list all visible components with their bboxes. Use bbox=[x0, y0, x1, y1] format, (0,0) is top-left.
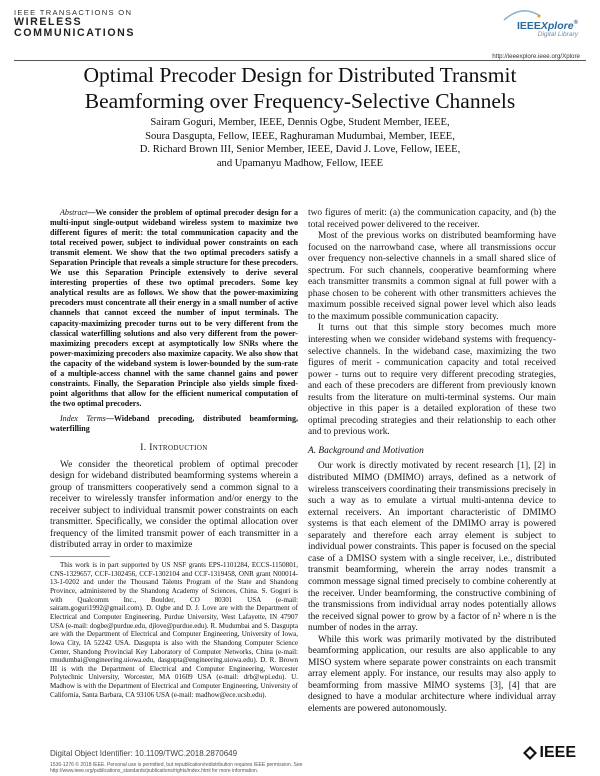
xplore-subtitle: Digital Library bbox=[537, 31, 578, 38]
index-terms-text: —Wideband precoding, distributed beamforming, waterfilling bbox=[50, 413, 299, 433]
author-line: Sairam Goguri, Member, IEEE, Dennis Ogbe, Student Member, IEEE, bbox=[150, 117, 450, 128]
copyright-note: 1536-1276 © 2018 IEEE. Personal use is permitted, but republication/redistribution requires IEEE permission. See http://www.ieee.org/publications_standards/publications/rights/index.html for more information. bbox=[50, 762, 303, 774]
left-column bbox=[50, 208, 298, 699]
xplore-logo[interactable]: IEEEXplore® Digital Library bbox=[516, 20, 578, 38]
footnote-rule bbox=[50, 556, 110, 557]
index-terms-lead: Index Terms bbox=[60, 413, 106, 423]
journal-header bbox=[14, 8, 214, 39]
intro-paragraph: We consider the theoretical problem of optimal precoder design for wideband distributed beamforming systems wherein a group of transmitters cooperatively send a common signal to a receiver to wirelessly transfer information and/or energy to the receiver subject to individual transmit power constraints on each transmitter. Specifically, we consider the optimal allocation over frequency of the limited transmit power of each transmitter in a distributed array in order to maximize bbox=[50, 459, 298, 551]
journal-top-line: IEEE TRANSACTIONS ON bbox=[14, 8, 133, 17]
body-paragraph: Our work is directly motivated by recent research [1], [2] in distributed MIMO (DMIMO) arrays, defined as a network of wireless transceivers coordinating their transmissions precisely in such a way as to emulate a virtual multi-antenna device to external receivers. An important characteristic of DMIMO systems is that each element of the DMIMO array is powered separately and therefore each array element is subject to individual power constraints. This paper is focused on the special case of a DMISO system with a single receiver, i.e., distributed transmit beamforming, wherein the array nodes transmit a common message signal timed precisely to combine coherently at the receiver. Under beamforming, the constructive combining of the transmissions from individual array nodes potentially allows the received signal power to grow by a factor of n² where n is the number of nodes in the array. bbox=[308, 461, 556, 634]
author-line: and Upamanyu Madhow, Fellow, IEEE bbox=[216, 157, 384, 169]
body-paragraph: Most of the previous works on distributed beamforming have focused on the narrowband case, where all transmissions occur over frequency non-selective channels in a small shared slice of spectrum. For such channels, cooperative beamforming where each transmitter transmits a common signal at full power with a phase chosen to be coherent with other transmitters achieves the maximum possible received signal power level which also leads to the maximum possible communication capacity. bbox=[308, 231, 556, 322]
author-list bbox=[40, 116, 560, 170]
section-heading-introduction: I. Introduction bbox=[140, 443, 208, 454]
author-line: D. Richard Brown III, Senior Member, IEEE, David J. Love, Fellow, IEEE, bbox=[139, 144, 461, 156]
ieee-diamond-icon bbox=[523, 746, 537, 760]
abstract-text: —We consider the problem of optimal precoder design for a multi-input single-output wideband wireless system to maximize two different figures of merit: the total communication capacity and the total received power, subject to individual power constraints on each transmit element. We show that the two optimal precoders satisfy a Separation Principle that reveals a simple structure for these precoders. We use this Separation Principle extensively to derive several interesting properties of these two optimal precoders. Some key analytical results are as follows. We show that the power-maximizing precoders must concentrate all their energy in a small number of active channels that cannot exceed the number of input terminals. The capacity-maximizing precoder turns out to be very different from the classical waterfilling solutions and also very different from the power-maximizing precoders except at asymptotically low SNRs where the power-maximizing precoders also maximize capacity. We also show that the capacity of the wideband system is lower-bounded by the sum-rate of a multiple-access channel with the same channel gains and power constraints. Finally, the Separation Principle also yields simple fixed-point algorithms that allow for the efficient numerical computation of the two optimal precoders. bbox=[50, 208, 298, 408]
body-paragraph: two figures of merit: (a) the communication capacity, and (b) the total received power delivered to the receiver. bbox=[308, 208, 556, 230]
doi-line[interactable]: Digital Object Identifier: 10.1109/TWC.2018.2870649 bbox=[50, 749, 238, 758]
journal-name-line2: COMMUNICATIONS bbox=[14, 27, 136, 39]
paper-title-line2: Beamforming over Frequency-Selective Channels bbox=[84, 89, 516, 113]
body-paragraph: While this work was primarily motivated by the distributed beamforming application, our results are also applicable to any MISO system where separate power constraints on each transmit array element apply. For instance, our results may also apply to beamforming from massive MIMO systems [3], [4] that are designed to have a modular architecture where individual array elements are powered autonomously. bbox=[308, 634, 556, 714]
author-footnote: This work is in part supported by US NSF grants EPS-1101284, ECCS-1150801, CNS-1329657, CCF-1302456, CCF-1302104 and CCF-1319458, ONR grant N00014-13-1-0202 and under the Thousand Talents Program of the State and Shandong Province, administered by the Shandong Academy of Sciences, China. S. Goguri is with Qualcomm Inc., Boulder, CO 80301 USA (e-mail: sairam.goguri1992@gmail.com). D. Ogbe and D. J. Love are with the Department of Electrical and Computer Engineering, Purdue University, West Lafayette, IN 47907 USA (e-mail: dogbe@purdue.edu, djlove@purdue.edu). R. Mudumbai and S. Dasgupta are with the Department of Electrical and Computer Engineering, University of Iowa, Iowa City, IA 52242 USA. Dasgupta is also with the Shandong Computer Science Center, Shandong Provincial Key Laboratory of Computer Networks, China (e-mail: rmudumbai@engineering.uiowa.edu, dasgupta@engineering.uiowa.edu). D. R. Brown III is with the Department of Electrical and Computer Engineering, Worcester Polytechnic University, Worcester, MA 01609 USA (e-mail: drb@wpi.edu). U. Madhow is with the Department of Electrical and Computer Engineering, University of California, Santa Barbara, CA 93106 USA (e-mail: madhow@ece.ucsb.edu). bbox=[50, 560, 298, 699]
index-terms bbox=[50, 414, 298, 434]
body-paragraph: It turns out that this simple story becomes much more interesting when we consider wideband systems with frequency-selective channels. In the wideband case, maximizing the two figures of merit - communication capacity and total received power - turns out to require very different precoding strategies, and each of these precoders are different from previously known results from the literature on multi-terminal systems. Our main objective in this paper is a detailed exploration of these two optimal precoding strategies and their relationship to each other and to previous work. bbox=[308, 323, 556, 438]
subsection-heading-background: A. Background and Motivation bbox=[308, 445, 424, 456]
right-column bbox=[308, 208, 556, 716]
abstract-lead: Abstract bbox=[60, 208, 88, 217]
header-rule bbox=[14, 60, 586, 61]
author-line: Soura Dasgupta, Fellow, IEEE, Raghuraman Mudumbai, Member, IEEE, bbox=[145, 130, 455, 142]
ieee-logo bbox=[523, 744, 576, 762]
ieee-logo-text: IEEE bbox=[539, 744, 576, 761]
xplore-brand-ieee: IEEE bbox=[516, 20, 541, 32]
xplore-brand-xplore: Xplore bbox=[540, 20, 574, 32]
paper-title-line1: Optimal Precoder Design for Distributed Transmit bbox=[83, 63, 517, 87]
xplore-url[interactable]: http://ieeexplore.ieee.org/Xplore bbox=[492, 53, 580, 60]
journal-name-line1: WIRELESS bbox=[14, 16, 83, 28]
paper-title bbox=[10, 62, 590, 114]
abstract bbox=[50, 208, 298, 409]
